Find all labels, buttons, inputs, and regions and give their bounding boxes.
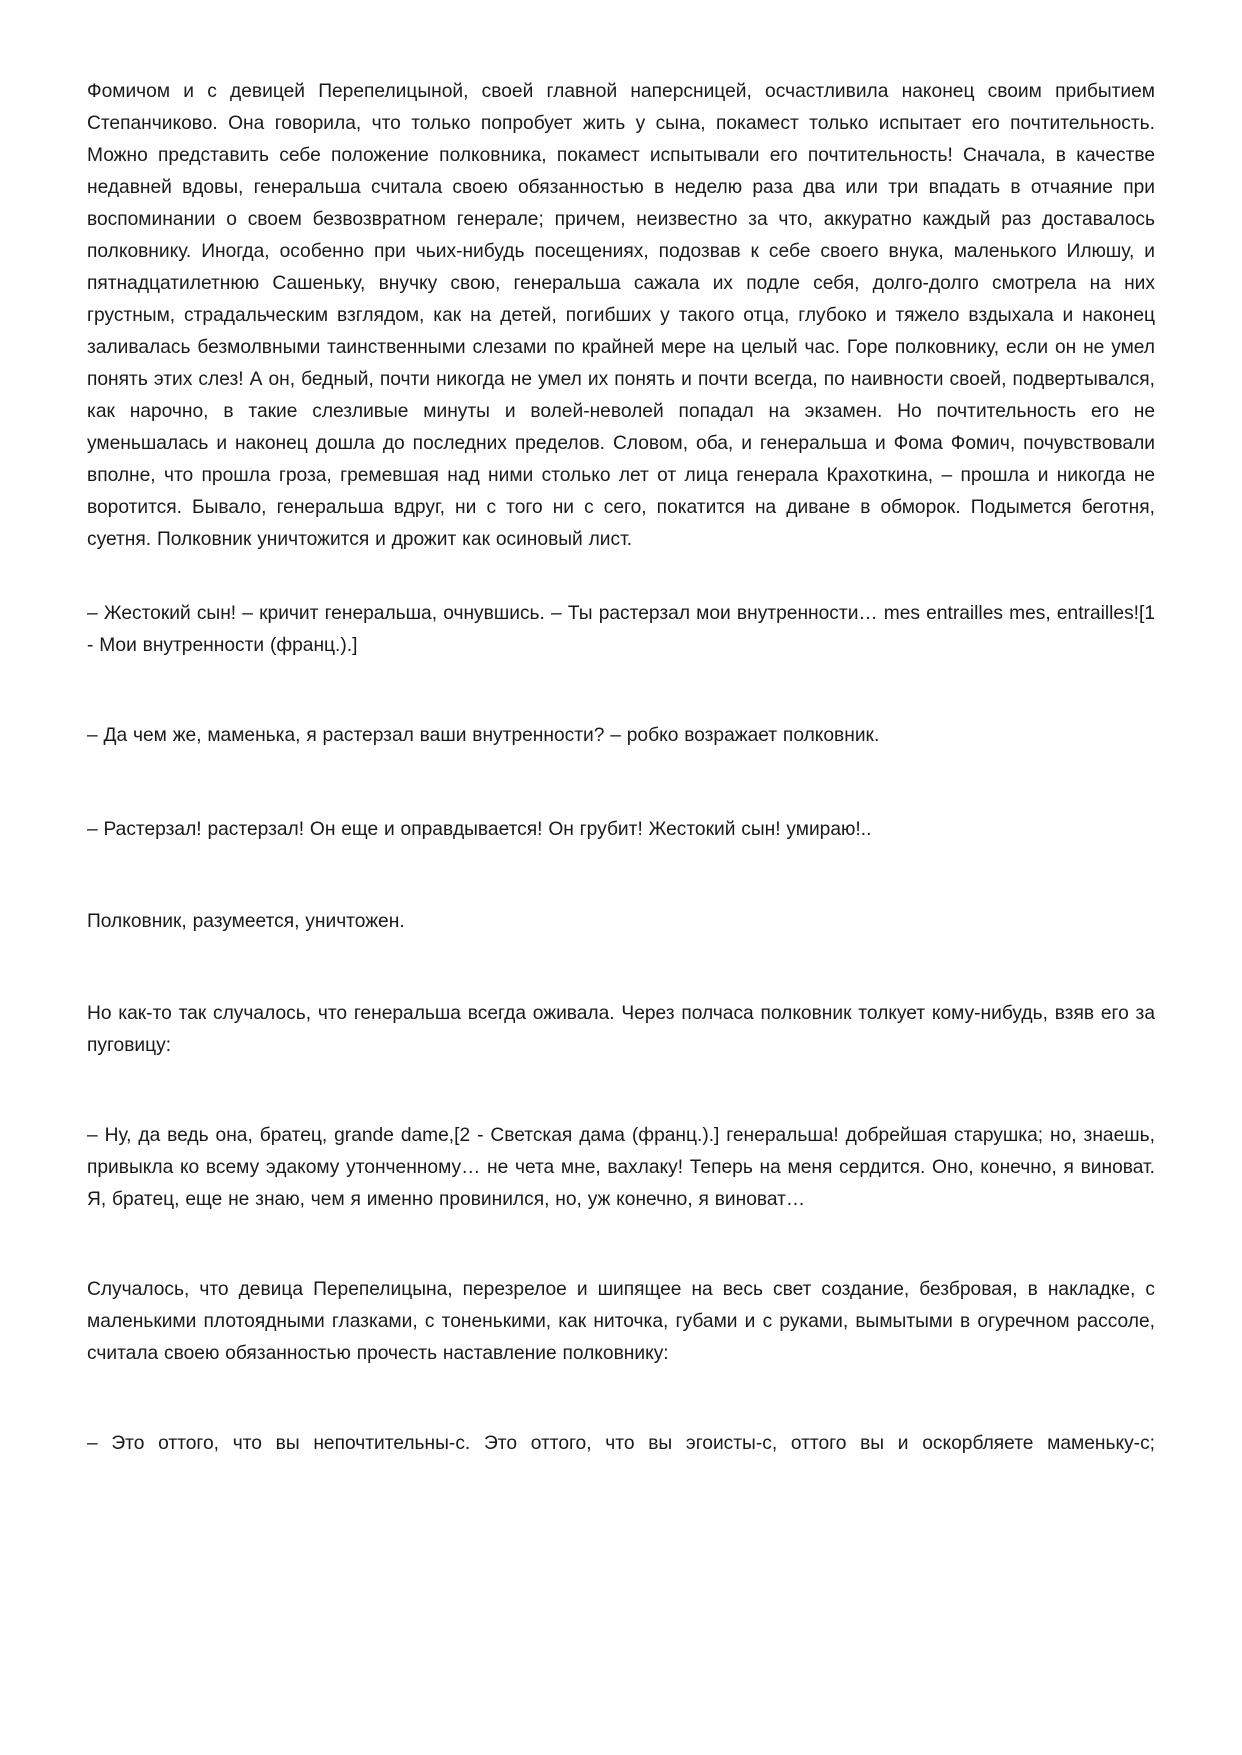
paragraph-1: Фомичом и с девицей Перепелицыной, своей главной наперсницей, осчастливила наконец своим прибытием Степанчиково. Она говорила, что только попробует жить у сына, покамест только испытает его почтительность. Можно представить себе положение полковника, покамест испытывали его почтительность! Сначала, в качестве недавней вдовы, генеральша считала своею обязанностью в неделю раза два или три впадать в отчаяние при воспоминании о своем безвозвратном генерале; причем, неизвестно за что, аккуратно каждый раз доставалось полковнику. Иногда, особенно при чьих-нибудь посещениях, подозвав к себе своего внука, маленького Илюшу, и пятнадцатилетнюю Сашеньку, внучку свою, генеральша сажала их подле себя, долго-долго смотрела на них грустным, страдальческим взглядом, как на детей, погибших у такого отца, глубоко и тяжело вздыхала и наконец заливалась безмолвными таинственными слезами по крайней мере на целый час. Горе полковнику, если он не умел понять этих слез! А он, бедный, почти никогда не умел их понять и почти всегда, по наивности своей, подвертывался, как нарочно, в такие слезливые минуты и волей-неволей попадал на экзамен. Но почтительность его не уменьшалась и наконец дошла до последних пределов. Словом, оба, и генеральша и Фома Фомич, почувствовали вполне, что прошла гроза, гремевшая над ними столько лет от лица генерала Крахоткина, – прошла и никогда не воротится. Бывало, генеральша вдруг, ни с того ни с сего, покатится на диване в обморок. Подымется беготня, суетня. Полковник уничтожится и дрожит как осиновый лист. <box>87 81 1155 550</box>
paragraph-6: Но как-то так случалось, что генеральша всегда оживала. Через полчаса полковник толкует кому-нибудь, взяв его за пуговицу: <box>87 1003 1155 1056</box>
paragraph-3: – Да чем же, маменька, я растерзал ваши внутренности? – робко возражает полковник. <box>87 725 880 746</box>
paragraph-8: Случалось, что девица Перепелицына, перезрелое и шипящее на весь свет создание, безбровая, в накладке, с маленькими плотоядными глазками, с тоненькими, как ниточка, губами и с руками, вымытыми в огуречном рассоле, считала своею обязанностью прочесть наставление полковнику: <box>87 1279 1155 1364</box>
paragraph-2: – Жестокий сын! – кричит генеральша, очнувшись. – Ты растерзал мои внутренности… mes entrailles mes, entrailles![1 - Мои внутренности (франц.).] <box>87 603 1155 656</box>
paragraph-9: – Это оттого, что вы непочтительны-с. Это оттого, что вы эгоисты-с, оттого вы и оскорбляете маменьку-с; <box>87 1433 1155 1454</box>
paragraph-7: – Ну, да ведь она, братец, grande dame,[2 - Светская дама (франц.).] генеральша! добрейшая старушка; но, знаешь, привыкла ко всему эдакому утонченному… не чета мне, вахлаку! Теперь на меня сердится. Оно, конечно, я виноват. Я, братец, еще не знаю, чем я именно провинился, но, уж конечно, я виноват… <box>87 1125 1155 1210</box>
paragraph-5: Полковник, разумеется, уничтожен. <box>87 911 405 932</box>
paragraph-4: – Растерзал! растерзал! Он еще и оправдывается! Он грубит! Жестокий сын! умираю!.. <box>87 819 872 840</box>
